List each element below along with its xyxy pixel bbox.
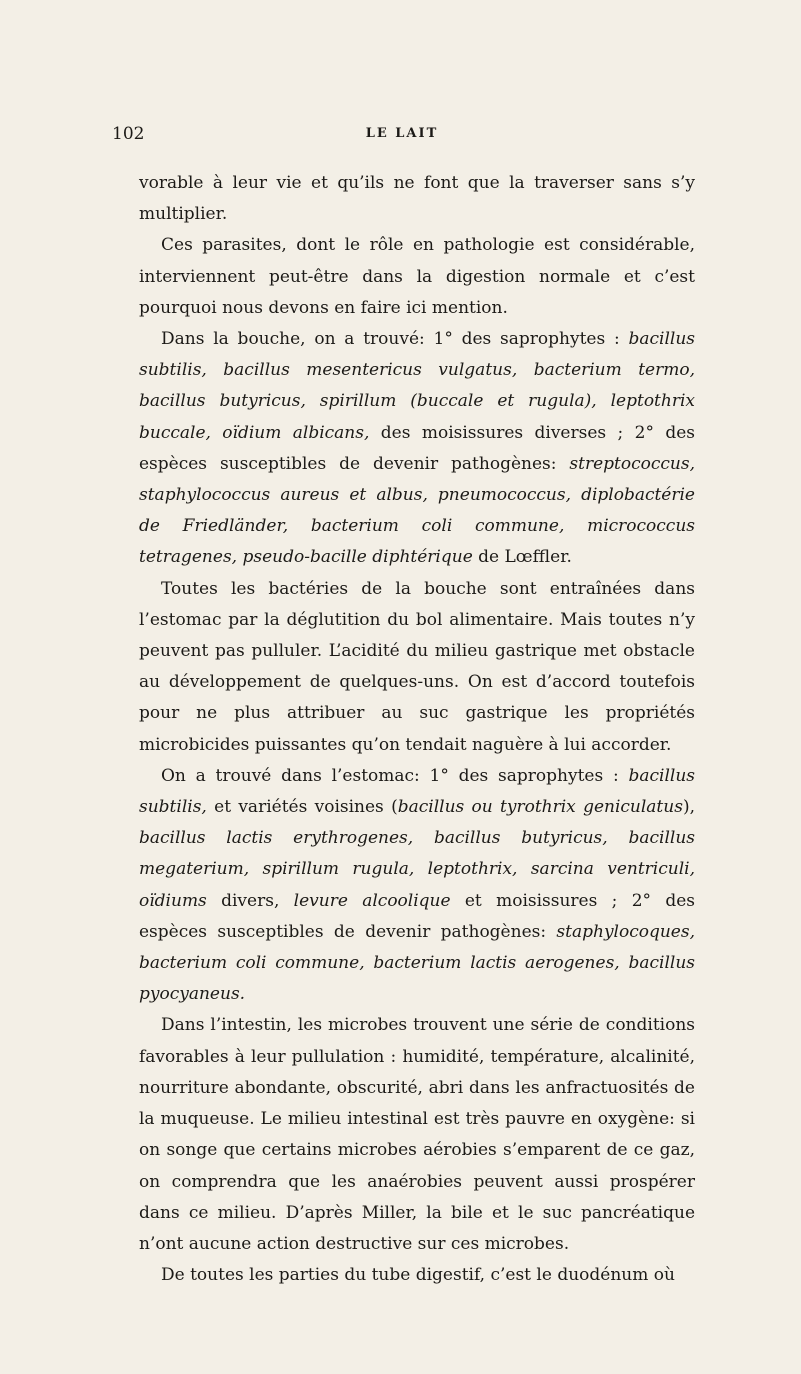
text-run: et variétés voisines ( [206, 797, 398, 818]
text-run: de Lœffler. [472, 547, 572, 568]
italic-term: staphylocoques, bacterium coli commune, bacterium lactis aerogenes, bacillus pyocyaneus. [139, 921, 695, 1005]
text-run: Dans l’intestin, les microbes trouvent une série de conditions favorables à leur pullulation : humidité, température, alcalinité, nourriture abondante, obscurité, abri dans les anfractuosités de la muqueuse. Le milieu intestinal est très pauvre en oxygène: si on songe que certains microbes aérobies s’emparent de ce gaz, on comprendra que les anaérobies peuvent aussi prospérer dans ce milieu. D’après Miller, la bile et le suc pancréatique n’ont aucune action destructive sur ces microbes. [139, 1015, 695, 1254]
running-title: LE LAIT [365, 126, 439, 141]
text-run: des moisissures diverses ; 2° des espèces susceptibles de devenir pathogènes: [139, 422, 696, 474]
text-run: et moisissures ; 2° des espèces susceptibles de devenir pathogènes: [139, 890, 695, 942]
paragraph [139, 168, 695, 230]
italic-term: bacillus subtilis, bacillus mesentericus vulgatus, bacterium termo, bacillus butyricus, spirillum (buccale et rugula), leptothrix buccale, oïdium albicans, [139, 329, 695, 443]
text-run: vorable à leur vie et qu’ils ne font que la traverser sans s’y multiplier. [139, 173, 695, 225]
text-run: ), [682, 797, 695, 818]
italic-term: bacillus ou tyrothrix geniculatus [397, 797, 683, 818]
text-run: On a trouvé dans l’estomac: 1° des saprophytes : [161, 765, 629, 786]
text-run: Dans la bouche, on a trouvé: 1° des saprophytes : [161, 329, 629, 350]
text-run: divers, [206, 890, 294, 911]
italic-term: bacillus subtilis, [139, 765, 695, 818]
text-run: Toutes les bactéries de la bouche sont entraînées dans l’estomac par la déglutition du bol alimentaire. Mais toutes n’y peuvent pas pulluler. L’acidité du milieu gastrique met obstacle au développement de quelques-uns. On est d’accord toutefois pour ne plus attribuer au suc gastrique les propriétés microbicides puissantes qu’on tendait naguère à lui accorder. [139, 578, 695, 755]
paragraph [139, 761, 695, 1011]
paragraph [139, 230, 695, 324]
paragraph [139, 324, 695, 574]
paragraph [139, 1010, 695, 1260]
italic-term: levure alcoolique [293, 890, 451, 911]
italic-term: bacillus lactis erythrogenes, bacillus butyricus, bacillus megaterium, spirillum rugula, leptothrix, sarcina ventriculi, oïdiums [139, 828, 695, 911]
italic-term: streptococcus, staphylococcus aureus et albus, pneumococcus, diplobactérie de Friedländer, bacterium coli commune, micrococcus tetragenes, pseudo-bacille diphtérique [139, 453, 695, 568]
body-text [139, 168, 695, 1291]
text-run: De toutes les parties du tube digestif, c’est le duodénum où [161, 1265, 675, 1286]
page-number: 102 [112, 124, 145, 144]
text-run: Ces parasites, dont le rôle en pathologie est considérable, interviennent peut-être dans la digestion normale et c’est pourquoi nous devons en faire ici mention. [139, 235, 695, 318]
paragraph [139, 1260, 695, 1291]
paragraph [139, 574, 695, 761]
page-header [112, 124, 692, 148]
